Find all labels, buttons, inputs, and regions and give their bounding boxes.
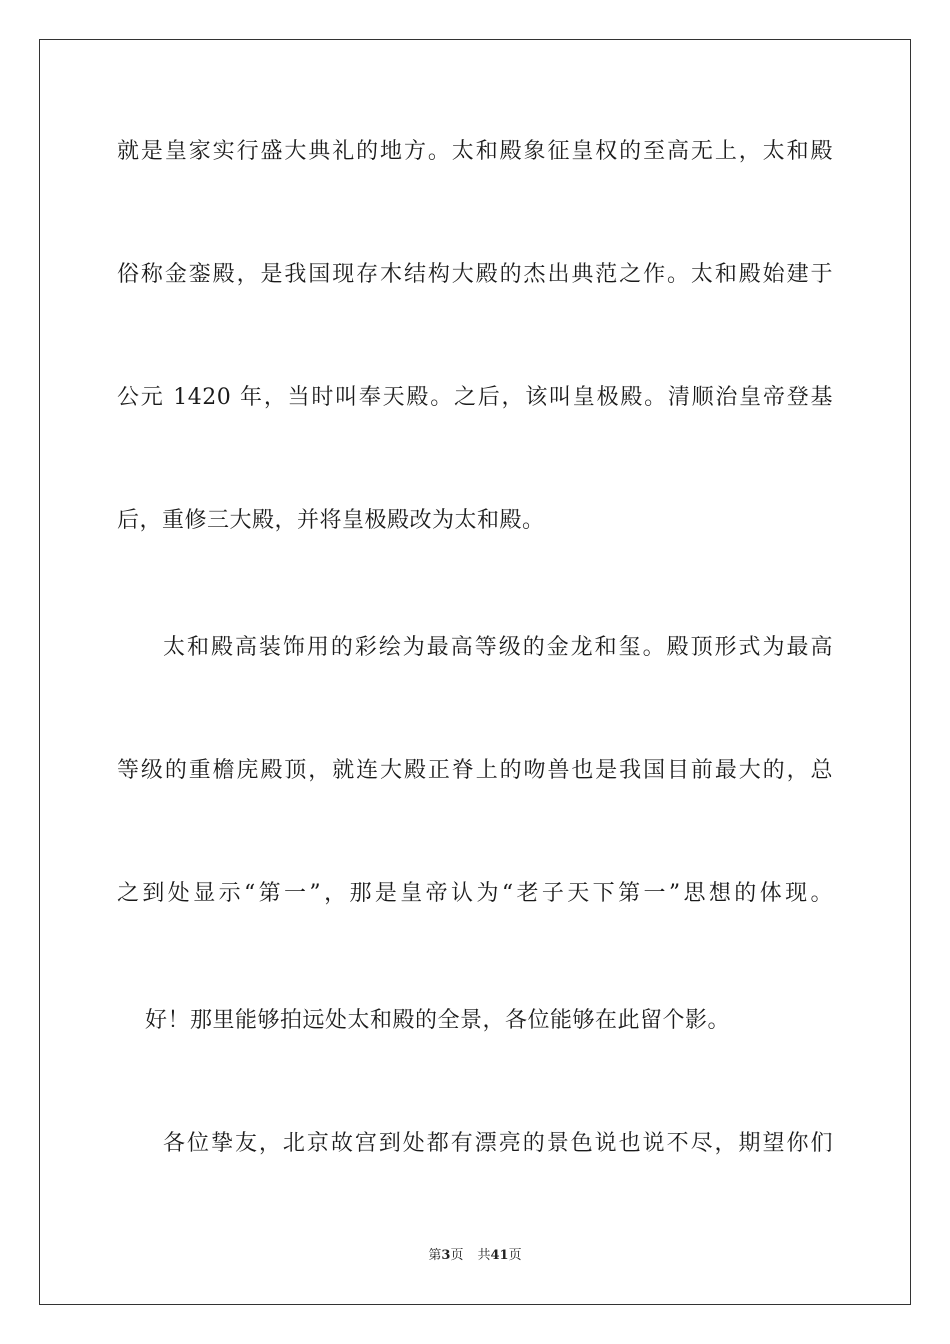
paragraph-3-line-1: 好！那里能够拍远处太和殿的全景，各位能够在此留个影。 [145, 1008, 731, 1033]
paragraph-1-line-3: 公元 1420 年，当时叫奉天殿。之后，该叫皇极殿。清顺治皇帝登基 [117, 385, 833, 410]
paragraph-2-line-1: 太和殿高装饰用的彩绘为最高等级的金龙和玺。殿顶形式为最高 [163, 635, 833, 660]
page-prefix: 第 [428, 1248, 442, 1263]
paragraph-1-line-1: 就是皇家实行盛大典礼的地方。太和殿象征皇权的至高无上，太和殿 [117, 139, 833, 164]
page-number: 3 [441, 1248, 451, 1263]
page-footer [0, 1247, 950, 1265]
paragraph-2-line-2: 等级的重檐庑殿顶，就连大殿正脊上的吻兽也是我国目前最大的，总 [117, 758, 833, 783]
page-suffix: 页 [450, 1248, 464, 1263]
paragraph-4-line-1: 各位挚友，北京故宫到处都有漂亮的景色说也说不尽，期望你们 [163, 1131, 833, 1156]
page-border [39, 39, 911, 1305]
paragraph-2-line-3: 之到处显示“第一”，那是皇帝认为“老子天下第一”思想的体现。 [117, 881, 833, 906]
paragraph-1-line-4: 后，重修三大殿，并将皇极殿改为太和殿。 [117, 508, 545, 533]
total-pages: 41 [490, 1248, 509, 1263]
paragraph-1-line-2: 俗称金銮殿，是我国现存木结构大殿的杰出典范之作。太和殿始建于 [117, 262, 833, 287]
total-suffix: 页 [508, 1248, 522, 1263]
total-prefix: 共 [477, 1248, 491, 1263]
